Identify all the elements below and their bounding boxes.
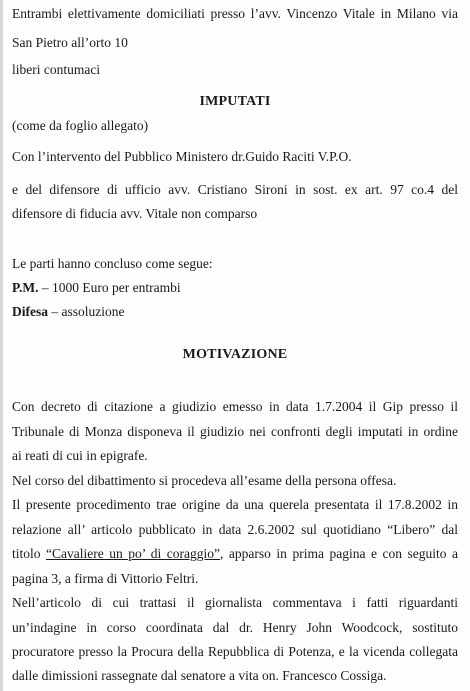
paragraph-4-line-2: un’indagine in corso coordinata dal dr. Henry John Woodcock, sostituto [12,620,458,635]
defender-line-2: difensore di fiducia avv. Vitale non comparso [12,206,258,221]
paragraph-3-line-2: relazione all’ articolo pubblicato in data 2.6.2002 sul quotidiano “Libero” dal [12,522,458,537]
paragraph-3-line-3 [12,546,458,562]
conclusion-difesa-label: Difesa [12,304,48,319]
imputati-note: (come da foglio allegato) [12,118,149,133]
paragraph-4-line-1: Nell’articolo di cui trattasi il giornalista commentava i fatti riguardanti [12,595,458,610]
paragraph-3-line-1: Il presente procedimento trae origine da una querela presentata il 17.8.2002 in [12,497,458,512]
paragraph-1-line-1: Con decreto di citazione a giudizio emesso in data 1.7.2004 il Gip presso il [12,399,458,414]
header-line-1: Entrambi elettivamente domiciliati presso l’avv. Vincenzo Vitale in Milano via [12,6,458,21]
conclusions-intro: Le parti hanno concluso come segue: [12,256,213,271]
paragraph-3-line-4: pagina 3, a firma di Vittorio Feltri. [12,571,199,586]
conclusion-difesa [12,304,125,320]
paragraph-1-line-3: ai reati di cui in epigrafe. [12,448,148,463]
paragraph-4-line-4: dalle dimissioni rassegnate dal senatore a vita on. Francesco Cossiga. [12,668,387,683]
article-title: “Cavaliere un po’ di coraggio” [46,546,221,561]
pm-intervention-line: Con l’intervento del Pubblico Ministero dr.Guido Raciti V.P.O. [12,149,352,164]
conclusion-pm-label: P.M. [12,280,39,295]
header-line-2: San Pietro all’orto 10 [12,35,128,50]
defender-line-1: e del difensore di ufficio avv. Cristiano Sironi in sost. ex art. 97 co.4 del [12,182,458,197]
imputati-heading: IMPUTATI [199,94,271,109]
conclusion-pm [12,280,181,296]
motivazione-heading: MOTIVAZIONE [182,347,288,362]
p3-title-prefix: titolo [12,546,47,561]
paragraph-4-line-3: procuratore presso la Procura della Repubblica di Potenza, e la vicenda collegata [12,644,458,659]
p3-title-suffix: , apparso in prima pagina e con seguito a [220,546,458,561]
conclusion-difesa-text: – assoluzione [48,304,125,319]
paragraph-2: Nel corso del dibattimento si procedeva all’esame della persona offesa. [12,473,397,488]
conclusion-pm-text: – 1000 Euro per entrambi [38,280,181,295]
header-line-3: liberi contumaci [12,62,101,77]
paragraph-1-line-2: Tribunale di Monza disponeva il giudizio nei confronti degli imputati in ordine [12,424,458,439]
